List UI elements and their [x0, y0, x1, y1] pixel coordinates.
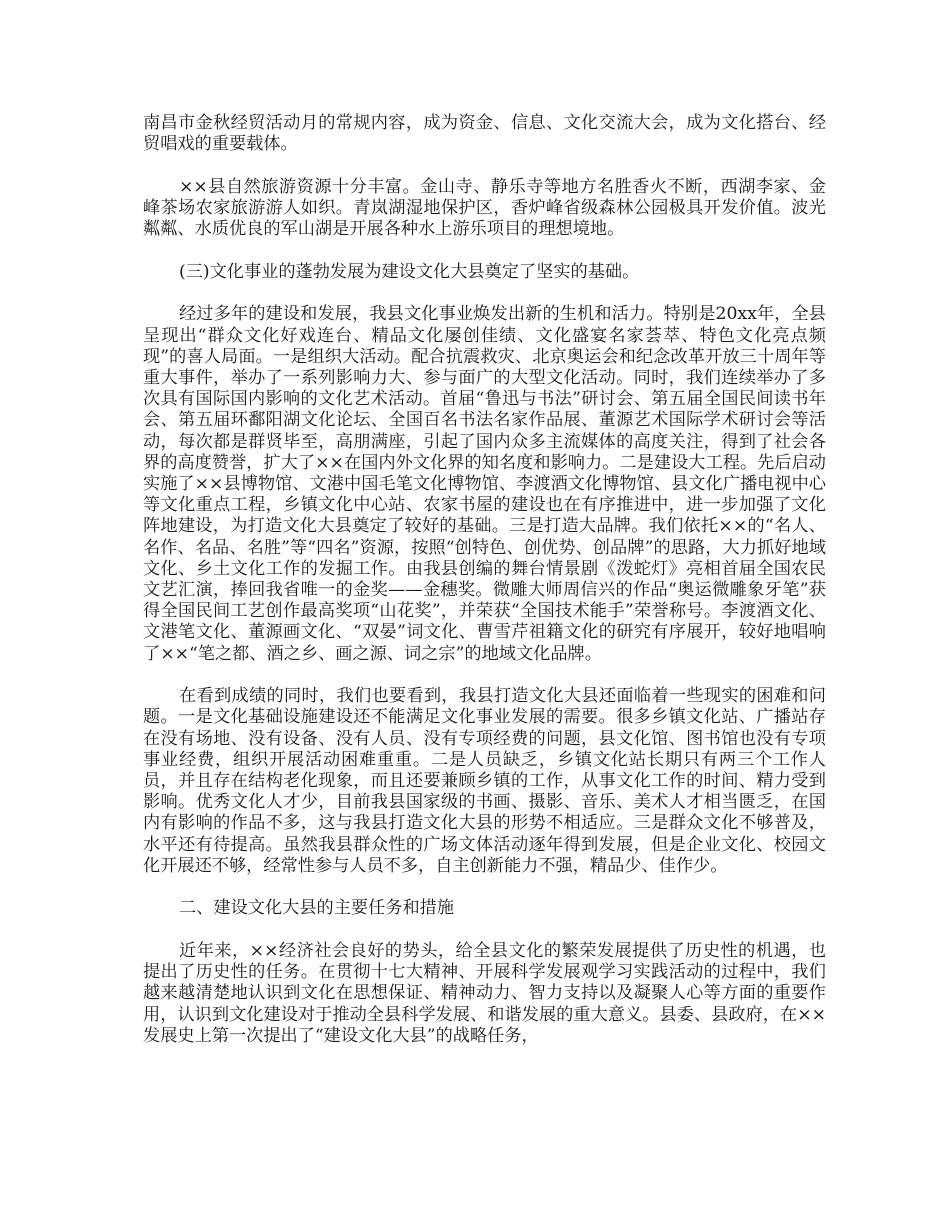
- body-paragraph: 南昌市金秋经贸活动月的常规内容，成为资金、信息、文化交流大会，成为文化搭台、经贸唱戏的重要载体。: [143, 113, 826, 155]
- body-paragraph: 在看到成绩的同时，我们也要看到，我县打造文化大县还面临着一些现实的困难和问题。一是文化基础设施建设还不能满足文化事业发展的需要。很多乡镇文化站、广播站存在没有场地、没有设备、没有人员、没有专项经费的问题，县文化馆、图书馆也没有专项事业经费，组织开展活动困难重重。二是人员缺乏，乡镇文化站长期只有两三个工作人员，并且存在结构老化现象，而且还要兼顾乡镇的工作，从事文化工作的时间、精力受到影响。优秀文化人才少，目前我县国家级的书画、摄影、音乐、美术人才相当匮乏，在国内有影响的作品不多，这与我县打造文化大县的形势不相适应。三是群众文化不够普及，水平还有待提高。虽然我县群众性的广场文体活动逐年得到发展，但是企业文化、校园文化开展还不够，经常性参与人员不多，自主创新能力不强，精品少、佳作少。: [143, 686, 826, 876]
- body-paragraph: ××县自然旅游资源十分丰富。金山寺、静乐寺等地方名胜香火不断，西湖李家、金峰茶场农家旅游游人如织。青岚湖湿地保护区，香炉峰省级森林公园极具开发价值。波光粼粼、水质优良的军山湖是开展各种水上游乐项目的理想境地。: [143, 176, 826, 240]
- section-heading: 二、建设文化大县的主要任务和措施: [179, 898, 455, 919]
- body-paragraph: 近年来，××经济社会良好的势头，给全县文化的繁荣发展提供了历史性的机遇，也提出了历史性的任务。在贯彻十七大精神、开展科学发展观学习实践活动的过程中，我们越来越清楚地认识到文化在思想保证、精神动力、智力支持以及凝聚人心等方面的重要作用，认识到文化建设对于推动全县科学发展、和谐发展的重大意义。县委、县政府，在××发展史上第一次提出了“建设文化大县”的战略任务，: [143, 941, 826, 1046]
- section-heading: (三)文化事业的蓬勃发展为建设文化大县奠定了坚实的基础。: [179, 261, 640, 282]
- body-paragraph: 经过多年的建设和发展，我县文化事业焕发出新的生机和活力。特别是20xx年，全县呈现出“群众文化好戏连台、精品文化屡创佳绩、文化盛宴名家荟萃、特色文化亮点频现”的喜人局面。一是组织大活动。配合抗震救灾、北京奥运会和纪念改革开放三十周年等重大事件，举办了一系列影响力大、参与面广的大型文化活动。同时，我们连续举办了多次具有国际国内影响的文化艺术活动。首届“鲁迅与书法”研讨会、第五届全国民间读书年会、第五届环鄱阳湖文化论坛、全国百名书法名家作品展、董源艺术国际学术研讨会等活动，每次都是群贤毕至，高朋满座，引起了国内众多主流媒体的高度关注，得到了社会各界的高度赞誉，扩大了××在国内外文化界的知名度和影响力。二是建设大工程。先后启动实施了××县博物馆、文港中国毛笔文化博物馆、李渡酒文化博物馆、县文化广播电视中心等文化重点工程，乡镇文化中心站、农家书屋的建设也在有序推进中，进一步加强了文化阵地建设，为打造文化大县奠定了较好的基础。三是打造大品牌。我们依托××的“名人、名作、名品、名胜”等“四名”资源，按照“创特色、创优势、创品牌”的思路，大力抓好地域文化、乡土文化工作的发掘工作。由我县创编的舞台情景剧《泼蛇灯》亮相首届全国农民文艺汇演，捧回我省唯一的金奖——金穗奖。微雕大师周信兴的作品“奥运微雕象牙笔”获得全国民间工艺创作最高奖项“山花奖”，并荣获“全国技术能手”荣誉称号。李渡酒文化、文港笔文化、董源画文化、“双晏”词文化、曹雪芹祖籍文化的研究有序展开，较好地唱响了××“笔之都、酒之乡、画之源、词之宗”的地域文化品牌。: [143, 304, 826, 664]
- document-body: [143, 113, 826, 1068]
